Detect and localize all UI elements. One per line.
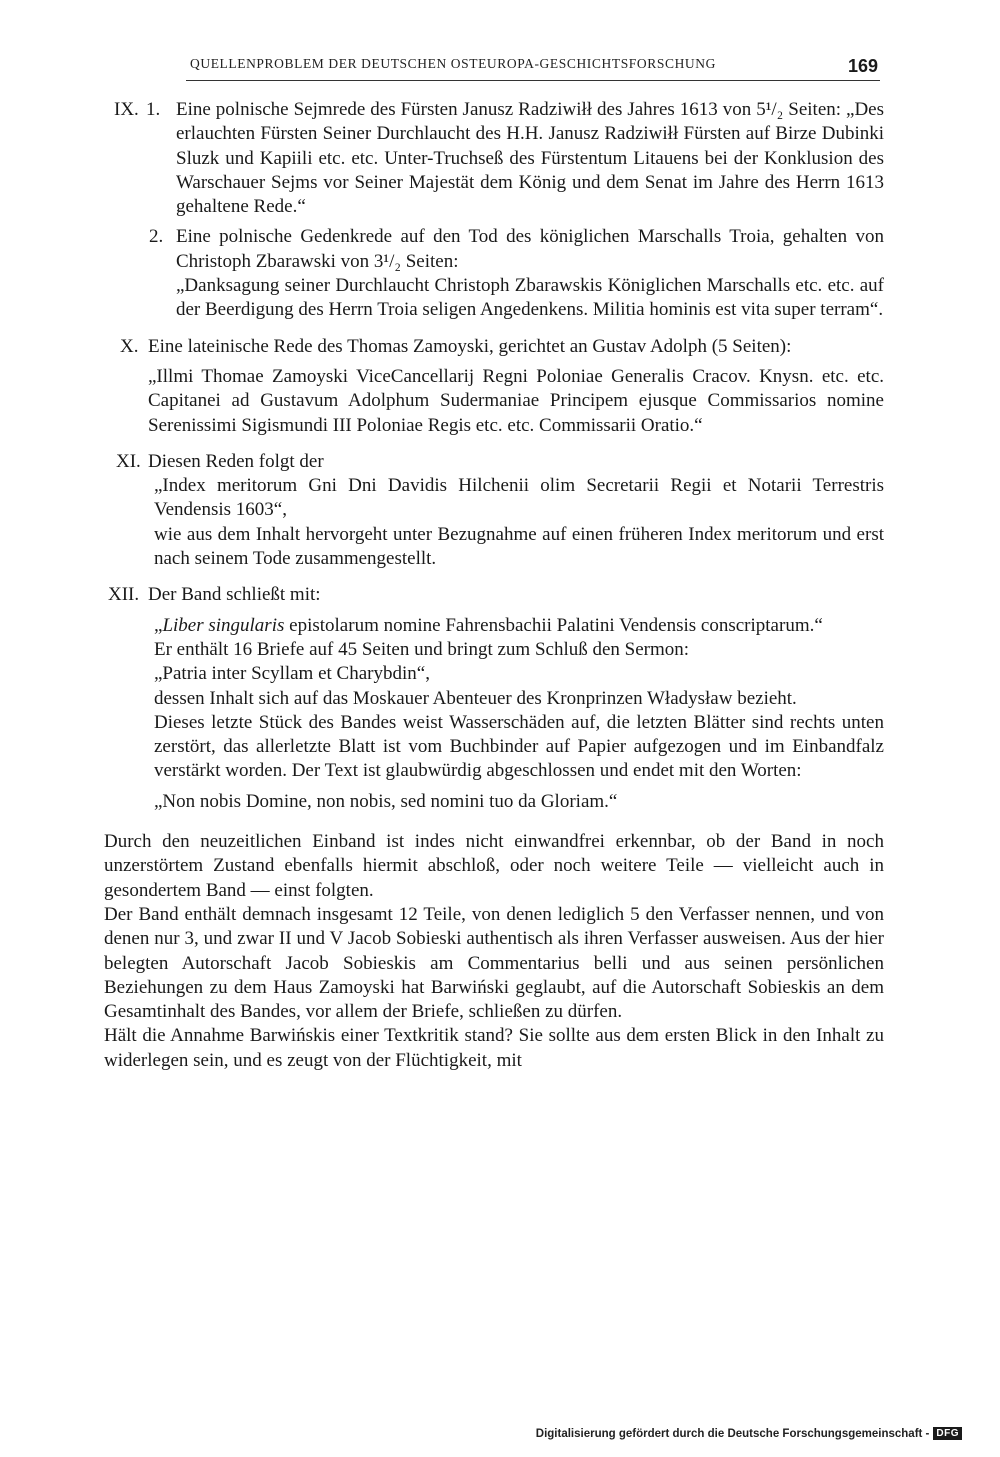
body-paragraph: Durch den neuzeitlichen Einband ist indes nicht einwandfrei erkennbar, ob der Band in noch unzerstörtem Zustand ebenfalls hiermit abschloß, oder noch weitere Teile — vielleicht auch in gesondertem Band — einst folgten.: [104, 831, 884, 901]
item-number: IX.: [114, 99, 139, 120]
header-rule: [186, 80, 880, 81]
item-number: XI.: [116, 450, 141, 472]
body-paragraph: Der Band enthält demnach insgesamt 12 Teile, von denen lediglich 5 den Verfasser nennen, und von denen nur 3, und zwar II und V Jacob Sobieski authentisch als ihren Verfasser ausweisen. Aus der hier belegten Autorschaft Jacob Sobieskis am Commentarius belli und aus seinen persönlichen Beziehungen zu dem Haus Zamoyski hat Barwiński geglaubt, auf die Autorschaft Sobieskis an dem Gesamtinhalt des Bandes, vor allem der Briefe, schließen zu dürfen.: [104, 903, 884, 1023]
credit-text: Digitalisierung gefördert durch die Deutsche Forschungsgemeinschaft -: [535, 1427, 930, 1440]
item-text: wie aus dem Inhalt hervorgeht unter Bezugnahme auf einen früheren Index meritorum und erst nach seinem Tode zusammengestellt.: [154, 523, 884, 570]
item-text: Diesen Reden folgt der: [148, 450, 324, 472]
page-number: 169: [848, 56, 879, 76]
item-number: XII.: [108, 584, 140, 606]
item-quote: „Patria inter Scyllam et Charybdin“,: [154, 663, 430, 685]
sub-number: 1.: [146, 99, 161, 120]
item-ix-sub-1: [146, 98, 884, 219]
sub-number: 2.: [149, 226, 164, 248]
italic-title: Liber singularis: [162, 614, 285, 636]
item-xi: [116, 450, 884, 571]
item-quote: „Liber singularis epistolarum nomine Fahrensbachii Palatini Vendensis conscriptarum.“: [154, 614, 823, 636]
item-text: Der Band schließt mit:: [148, 584, 321, 606]
sub-text: Eine polnische Sejmrede des Fürsten Janusz Radziwiłł des Jahres 1613 von 5¹/₂ Seiten: „Des erlauchten Fürsten Seiner Durchlaucht des H.H. Janusz Radziwiłł Fürsten auf Birze Dubinki Sluzk und Kapiili etc. etc. Unter-Truchseß des Fürstentum Litauens bei der Konklusion des Warschauer Sejms vor Seiner Majestät dem König und dem Senat im Jahre des Herrn 1613 gehaltene Rede.“: [176, 99, 884, 218]
page-content: [104, 98, 884, 1073]
item-text: Er enthält 16 Briefe auf 45 Seiten und bringt zum Schluß den Sermon:: [154, 638, 690, 660]
item-quote: „Non nobis Domine, non nobis, sed nomini tuo da Gloriam.“: [154, 790, 618, 812]
item-text: Dieses letzte Stück des Bandes weist Wasserschäden auf, die letzten Blätter sind rechts unten zerstört, das allerletzte Blatt ist vom Buchbinder auf Papier aufgezogen und im Einbandfalz verstärkt worden. Der Text ist glaubwürdig abgeschlossen und endet mit den Worten:: [154, 711, 884, 782]
sub-text: Eine polnische Gedenkrede auf den Tod des königlichen Marschalls Troia, gehalten von Christoph Zbarawski von 3¹/₂ Seiten:: [176, 226, 884, 272]
body-paragraph: Hält die Annahme Barwińskis einer Textkritik stand? Sie sollte aus dem ersten Blick in den Inhalt zu widerlegen sein, und es zeugt von der Flüchtigkeit, mit: [104, 1025, 884, 1071]
item-text: Eine lateinische Rede des Thomas Zamoyski, gerichtet an Gustav Adolph (5 Seiten):: [148, 335, 792, 357]
item-xii: [108, 583, 884, 814]
dfg-logo: DFG: [933, 1427, 962, 1440]
item-ix-sub-2: [149, 225, 884, 322]
item-quote: „Index meritorum Gni Dni Davidis Hilchenii olim Secretarii Regii et Notarii Terrestris Vendensis 1603“,: [154, 475, 884, 521]
item-ix: [104, 98, 884, 323]
item-quote: „Illmi Thomae Zamoyski ViceCancellarij Regni Poloniae Generalis Cracov. Knysn. etc. etc. Capitanei ad Gustavum Adolphum Sudermaniae Principem ejusque Commissarios nomine Serenissimi Sigismundi III Poloniae Regis etc. etc. Commissarii Oratio.“: [148, 365, 884, 436]
running-title: QUELLENPROBLEM DER DEUTSCHEN OSTEUROPA-GESCHICHTSFORSCHUNG: [190, 56, 716, 71]
item-x: [120, 335, 884, 438]
item-text: dessen Inhalt sich auf das Moskauer Abenteuer des Kronprinzen Władysław bezieht.: [154, 687, 797, 709]
item-number: X.: [120, 335, 139, 357]
sub-quote: „Danksagung seiner Durchlaucht Christoph Zbarawskis Königlichen Marschalls etc. etc. auf der Beerdigung des Herrn Troia seligen Angedenkens. Militia hominis est vita super terram“.: [176, 275, 884, 321]
digitization-credit: [536, 1427, 962, 1440]
